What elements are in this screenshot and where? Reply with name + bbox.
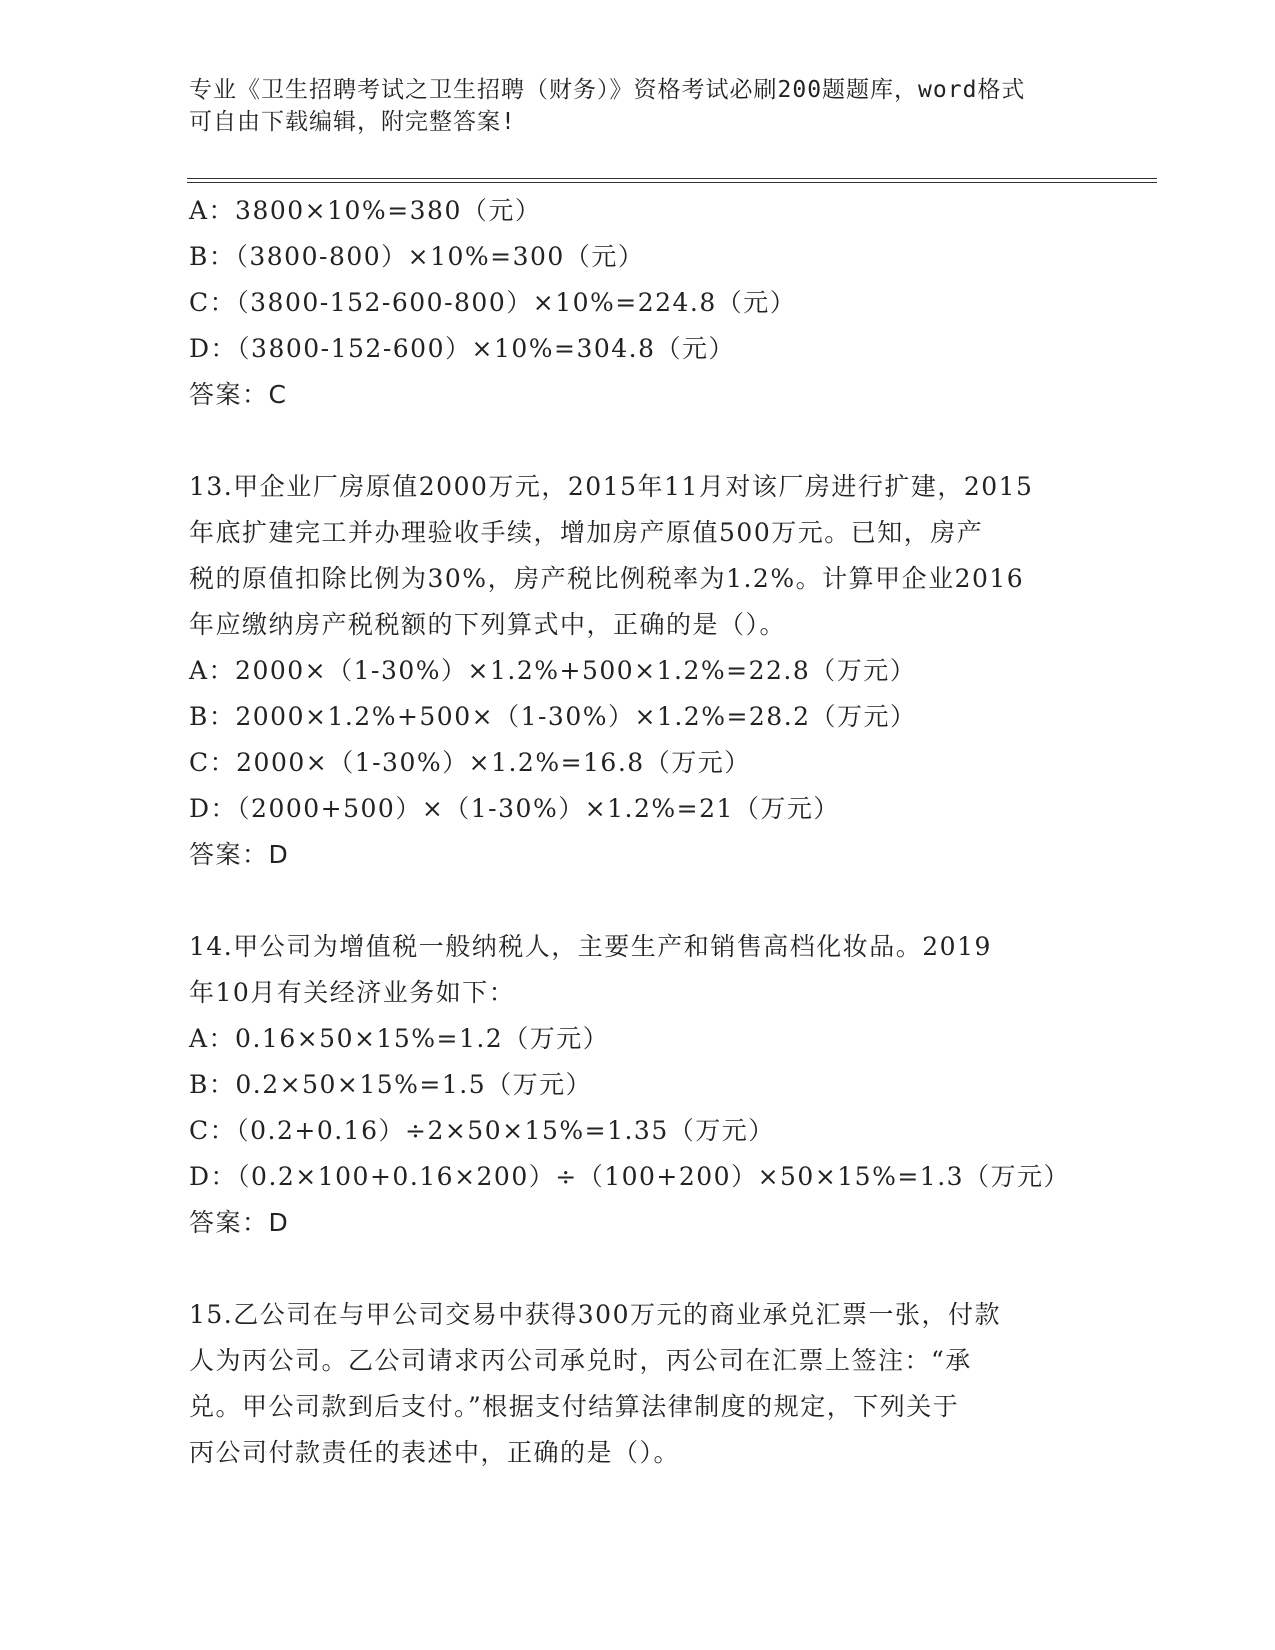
- question-text-line: 14.甲公司为增值税一般纳税人，主要生产和销售高档化妆品。2019: [189, 932, 992, 961]
- question-text-line: 税的原值扣除比例为30%，房产税比例税率为1.2%。计算甲企业2016: [189, 564, 1025, 593]
- option-b: B：2000×1.2%+500×（1-30%）×1.2%=28.2（万元）: [189, 702, 917, 731]
- answer-line: 答案：D: [189, 1208, 290, 1237]
- question-14: [189, 924, 1119, 1246]
- option-a: A：0.16×50×15%=1.2（万元）: [189, 1024, 610, 1053]
- question-text-line: 15.乙公司在与甲公司交易中获得300万元的商业承兑汇票一张，付款: [189, 1300, 1001, 1329]
- question-text-line: 人为丙公司。乙公司请求丙公司承兑时，丙公司在汇票上签注：“承: [189, 1346, 972, 1375]
- answer-line: 答案：D: [189, 840, 290, 869]
- header-line-2: 可自由下载编辑，附完整答案!: [189, 109, 516, 135]
- option-d: D：（2000+500）×（1-30%）×1.2%=21（万元）: [189, 794, 840, 823]
- document-header: [189, 74, 1089, 138]
- option-c: C：（3800-152-600-800）×10%=224.8（元）: [189, 288, 797, 317]
- question-text-line: 丙公司付款责任的表述中，正确的是（）。: [189, 1438, 681, 1467]
- header-line-1: 专业《卫生招聘考试之卫生招聘（财务）》资格考试必刷200题题库，word格式: [189, 77, 1026, 103]
- option-a: A：2000×（1-30%）×1.2%+500×1.2%=22.8（万元）: [189, 656, 917, 685]
- option-c: C：（0.2+0.16）÷2×50×15%=1.35（万元）: [189, 1116, 775, 1145]
- document-body: [189, 188, 1119, 1476]
- option-b: B：0.2×50×15%=1.5（万元）: [189, 1070, 593, 1099]
- question-text-line: 年应缴纳房产税税额的下列算式中，正确的是（）。: [189, 610, 787, 639]
- option-d: D：（3800-152-600）×10%=304.8（元）: [189, 334, 736, 363]
- header-divider: [187, 178, 1157, 183]
- question-text-line: 年10月有关经济业务如下：: [189, 978, 516, 1007]
- question-text-line: 13.甲企业厂房原值2000万元，2015年11月对该厂房进行扩建，2015: [189, 472, 1034, 501]
- answer-line: 答案：C: [189, 380, 288, 409]
- question-text: [189, 1292, 1119, 1476]
- question-text-line: 年底扩建完工并办理验收手续，增加房产原值500万元。已知，房产: [189, 518, 984, 547]
- question-text-line: 兑。甲公司款到后支付。”根据支付结算法律制度的规定，下列关于: [189, 1392, 960, 1421]
- question-12: [189, 188, 1119, 418]
- question-13: [189, 464, 1119, 878]
- option-b: B：（3800-800）×10%=300（元）: [189, 242, 645, 271]
- option-a: A：3800×10%=380（元）: [189, 196, 542, 225]
- question-text: [189, 924, 1119, 1016]
- question-text: [189, 464, 1119, 648]
- option-c: C：2000×（1-30%）×1.2%=16.8（万元）: [189, 748, 751, 777]
- option-d: D：（0.2×100+0.16×200）÷（100+200）×50×15%=1.3（万元）: [189, 1162, 1071, 1191]
- question-15: [189, 1292, 1119, 1476]
